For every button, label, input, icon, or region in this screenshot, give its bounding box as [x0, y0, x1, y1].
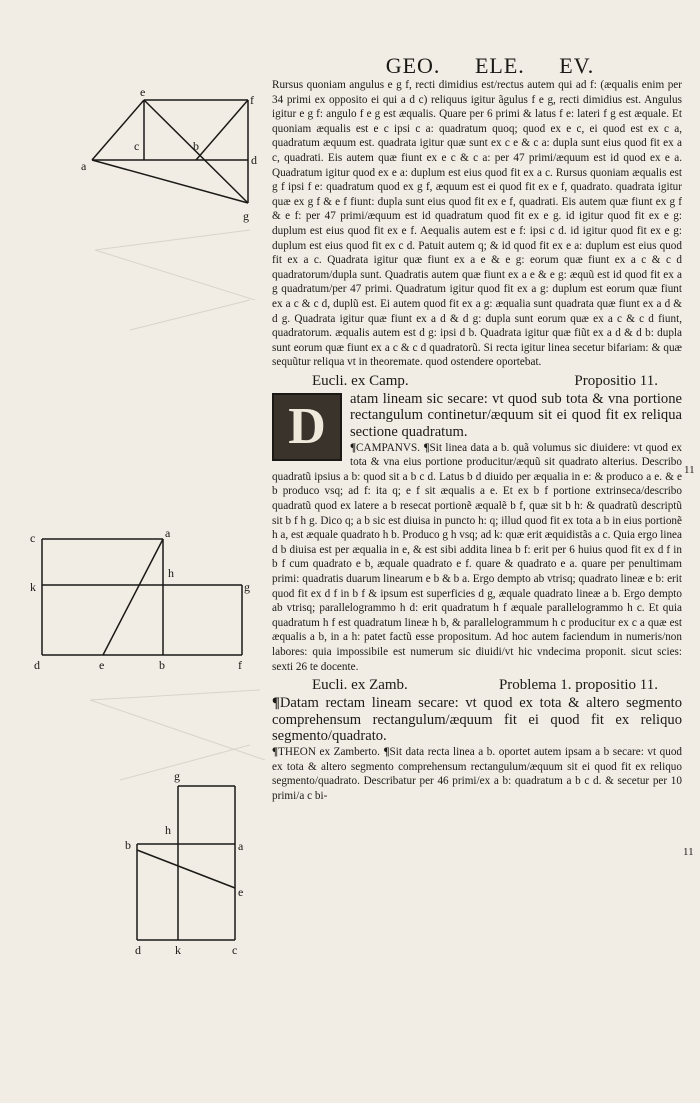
- decorated-initial: [272, 393, 342, 461]
- fig3-line-be: [137, 850, 235, 888]
- fig3-label-a: a: [238, 839, 244, 853]
- header-geo: GEO.: [385, 53, 441, 78]
- heading-campanus: [272, 372, 682, 390]
- fig2-line-ea: [103, 539, 163, 655]
- figure-1-diagram: [78, 85, 278, 228]
- fig3-label-k: k: [175, 943, 181, 957]
- fig1-label-d: d: [251, 153, 257, 167]
- heading-zamberto: [272, 676, 682, 694]
- theon-label: THEON ex Zamberto.: [278, 745, 380, 758]
- theon-commentary: [272, 745, 682, 803]
- campanus-commentary: [272, 441, 682, 675]
- problem-1-text: [272, 695, 682, 745]
- theon-text: Sit data recta linea a b. oportet autem ipsam a b secare: vt quod ex tota & altero segmento comprehensum rectangulum/æquum sit ei quod fit ex reliquo segmento/quadrato. Describatur per 46 primi/ex a b: quadratum a b c d. & secetur per 10 primi/a c bi-: [272, 745, 683, 802]
- header-ele: ELE.: [474, 53, 525, 78]
- fig3-label-g: g: [174, 769, 180, 783]
- figure-3-diagram: [120, 770, 270, 960]
- proposition-11-text: atam lineam sic secare: vt quod sub tota & vna portione rectangulum continetur/æquum sit ei quod fit ex reliqua sectione quadratum.: [350, 390, 682, 441]
- fig2-label-b: b: [159, 658, 165, 672]
- fig1-label-b: b: [193, 139, 199, 153]
- paragraph-top: Rursus quoniam angulus e g f, recti dimidius est/rectus autem qui ad f: (æqualis enim per 34 primi ex opposito ei qui a d c) reliquus igitur ãgulus f e g, recti dimidius est. Angulus igitur e g f: angulo f e g est æqualis. Quare per 6 primi & latus f e: lateri f g est æquale. Et quoniam æqualis est e c ipsi c a: quadratum quoq; quod ex e c, ei quod est ex c a, quadratum æquum est. quadrata igitur quæ sunt ex c e & c a: dupla sunt eius quod fit ex a c, quadrati. Eis autem quæ fiunt ex e c & c a: per 47 primi/æquum est id quod ex e a. Quadratum igitur quod ex e a: duplum est eius quod fit ex a c. Rursus quoniam æqualis est g f ipsi f e: quadratum quod ex g f, æquum est ei quod fit ex e f, quadrato. quadrata igitur quæ ex g f & e f fiunt: dupla sunt eius quod fit ex e f, quadrati. Eis autem quæ fiunt ex g f & e f: per 47 primi/æquum est id quadratum quod fit ex e g. id igitur quod fit ex e g: duplum est eius quod fit ex e f. Aequalis autem est e f: ipsi c d. id igitur quod fit ex e g: duplum est eius quod fit ex c d. Patuit autem q; & id quod fit ex e a: duplum est eius quod fit ex a c. Quadrata igitur quæ fiunt ex a e & e g: eorum quæ fiunt ex a c & c d quadratorum/dupla sunt. Quadratis autem quæ fiunt ex a e & e g: æquũ est id quod fit ex a g quadratum/per 47 primi. Quadratum igitur quod fit ex a g: duplum est eorum quæ fiunt ex a c & c d, duplũ est. Ei autem quod fit ex a g: æqualia sunt quadrata quæ fiunt ex a d & d g. Quadrata igitur quæ fiunt ex a d & d g: dupla sunt eorum quæ ex a c & c d fiunt, quadratorum. æqualis autem est d g: ipsi d b. Quadrata igitur quæ fiũt ex a d & d b: dupla sunt eorum quæ fiunt ex a c & c d quadratorũ. Si recta igitur linea secetur bifariam: & quæ sequũtur reliqua vt in theoremate. quod ostendere oportebat.: [272, 79, 682, 369]
- running-header: [330, 53, 650, 79]
- heading-campanus-right: Propositio 11.: [574, 372, 658, 389]
- margin-number-1: 11: [684, 464, 695, 476]
- figure-2-diagram: [30, 526, 260, 685]
- paragraph-mark-icon: ¶: [383, 745, 390, 758]
- fig2-label-e: e: [99, 658, 105, 672]
- header-ev: EV.: [559, 53, 595, 78]
- fig2-label-k: k: [30, 580, 36, 594]
- decorated-initial-letter: D: [288, 397, 326, 455]
- fig1-label-g: g: [243, 209, 249, 223]
- fig3-label-h: h: [165, 823, 171, 837]
- problem-1-body: Datam rectam lineam secare: vt quod ex tota & altero segmento comprehensum rectangulum/æquum fit ei quod fit ex reliquo segmento/quadrato.: [272, 695, 682, 745]
- fig1-label-a: a: [81, 159, 87, 173]
- paragraph-mark-icon: ¶: [272, 695, 280, 712]
- fig2-label-d: d: [34, 658, 40, 672]
- fig3-label-c: c: [232, 943, 238, 957]
- fig3-label-b: b: [125, 838, 131, 852]
- fig2-label-c: c: [30, 531, 36, 545]
- fig1-label-f: f: [250, 93, 254, 107]
- fig2-label-a: a: [165, 526, 171, 540]
- paragraph-mark-icon: ¶: [423, 441, 430, 454]
- paragraph-mark-icon: ¶: [350, 441, 357, 454]
- heading-campanus-left: Eucli. ex Camp.: [312, 372, 409, 389]
- fig2-label-h: h: [168, 566, 174, 580]
- fig2-label-g: g: [244, 580, 250, 594]
- fig1-label-e: e: [140, 85, 146, 99]
- campanus-label: CAMPANVS.: [356, 441, 420, 454]
- fig1-line-fb: [196, 100, 248, 160]
- heading-zamberto-right: Problema 1. propositio 11.: [498, 677, 658, 694]
- margin-number-2: 11: [683, 846, 694, 858]
- fig3-label-d: d: [135, 943, 141, 957]
- fig1-line-ag: [92, 160, 248, 203]
- fig2-label-f: f: [238, 658, 242, 672]
- main-text-column: [272, 78, 682, 803]
- campanus-text: Sit linea data a b. quã volumus sic diuidere: vt quod ex tota & vna eius portione producitur/æquũ sit quadrato alterius. Describo quadratũ ipsius a b: quod sit a b c d. Latus b d diuido per æqualia in e: & produco a e. & e b produco vsq; ad f: ita q; e f sit æqualis a e. Et ex b f portione extrinseca/describo quadratũ quod ex latere a b resecat portionẽ æqualẽ b f, quæ sit b h: & quadratũ descriptũ sit b f h g. Dico q; a b sic est diuisa in puncto h: q; illud quod fit ex tota a b in eius portionẽ h a, est æquale quadrato h b. Produco g h vsq; ad k: quæ erit æquidistãs a c. Quia ergo linea d b diuisa est per æqualia in e, & est sibi addita linea b f: erit per 6 huius quod fit ex d f in b f cum quadrato e b, æquale quadrato e f. quare & quadrato e a. quare per penultimam primi: quadratis duarum linearum e b & b a. Ergo dempto ab vtrisq; quadrato lineæ e b: erit quod fit ex d f in b f & ipsum est superficies d g, æquale quadrato lineæ a b. Ergo dempto ab vtrisq; parallelogrammo h d: erit quadratum h f æquale parallelogrammo h c. Et quia quadratum h f est quadratum lineæ h b, & parallelogrammum h c producitur ex c a quæ est æqualis a b, in a h: patet factũ esse propositum. Ad hoc autem faciendum in numeris/non labores: quia impossibile est numerum sic diuidi/vt hic vndecima proponit. sicut scies: sexti 26 te docente.: [272, 441, 683, 673]
- fig1-label-c: c: [134, 139, 140, 153]
- paragraph-mark-icon: ¶: [272, 745, 279, 758]
- fig3-label-e: e: [238, 885, 244, 899]
- heading-zamberto-left: Eucli. ex Zamb.: [312, 677, 408, 694]
